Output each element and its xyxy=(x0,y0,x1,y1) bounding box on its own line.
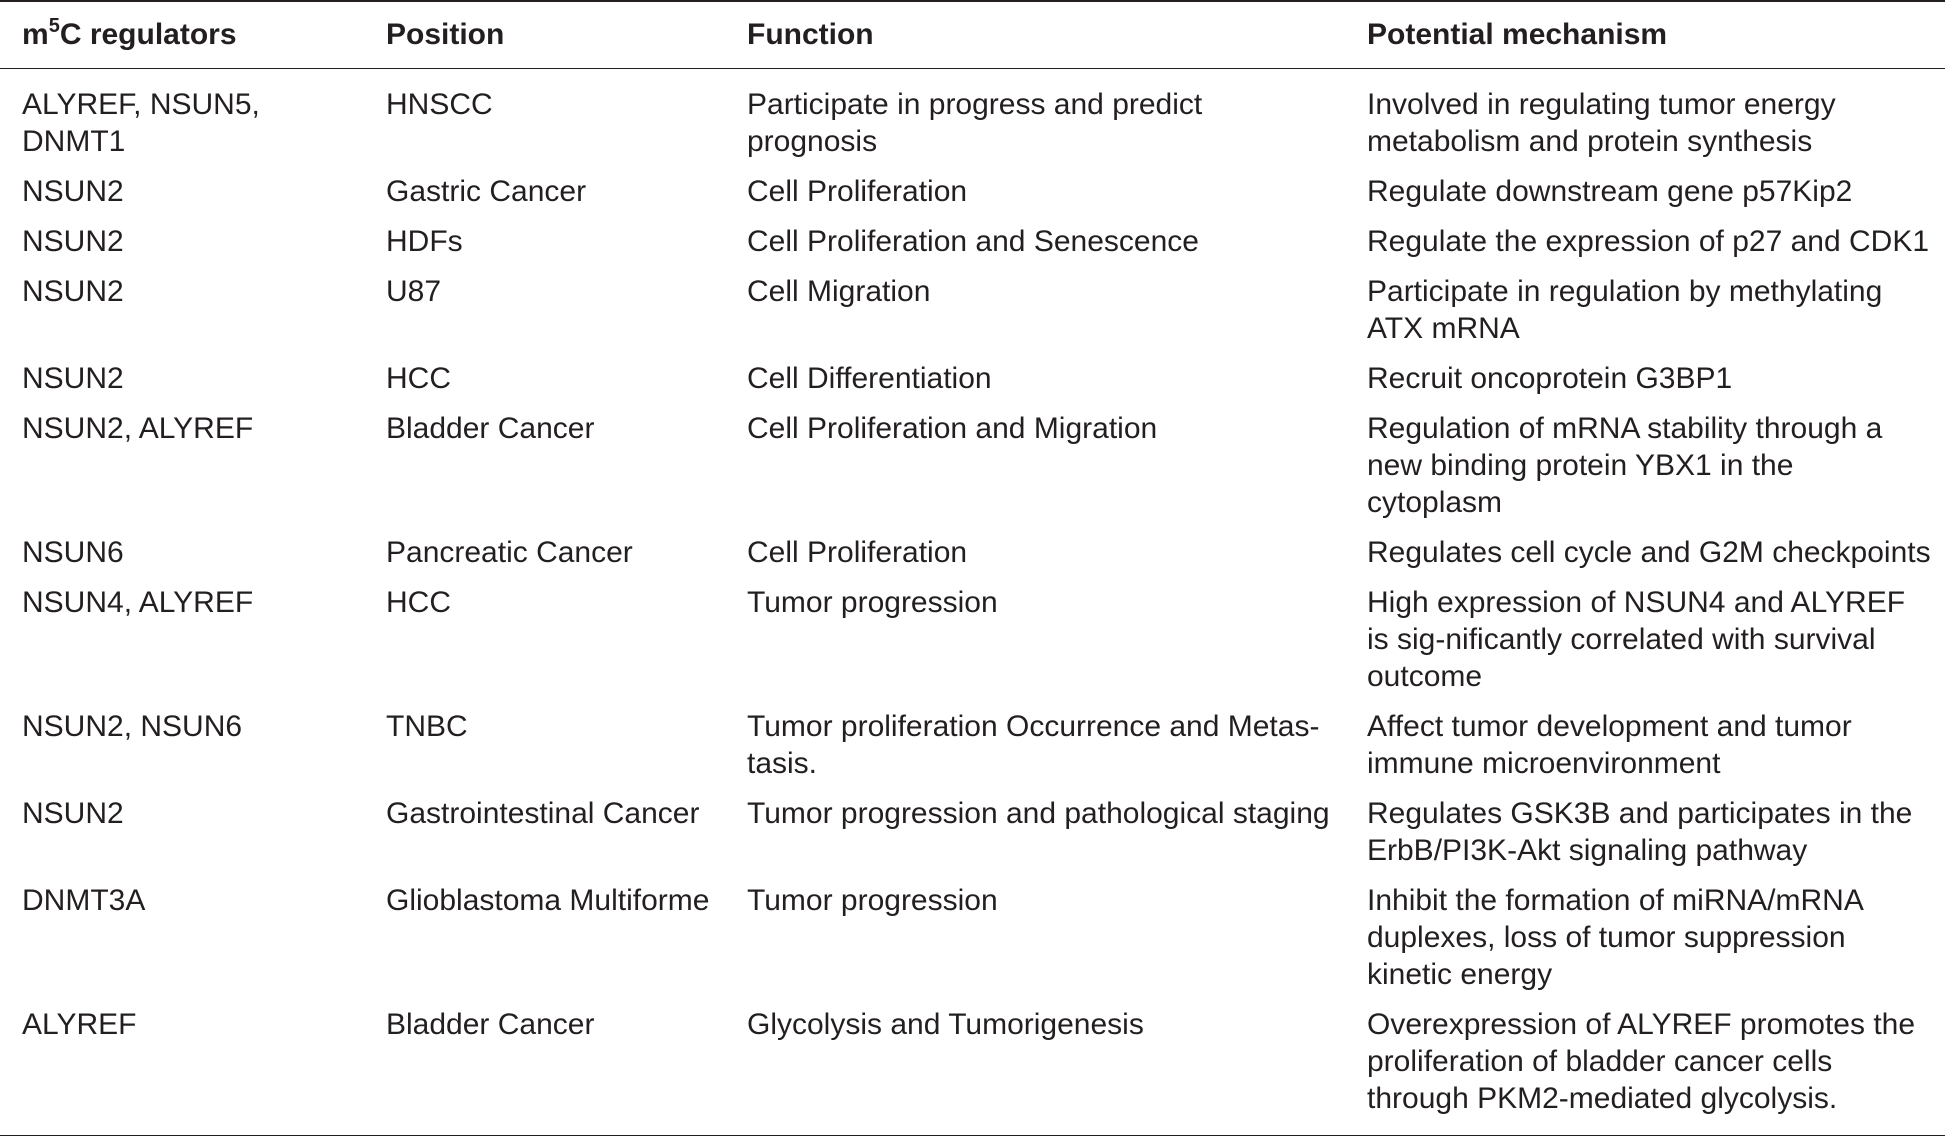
header-regulators-suffix: C regulators xyxy=(59,17,237,51)
cell-mechanism: Overexpression of ALYREF promotes the proliferation of bladder cancer cells through PKM2-mediated glycolysis. xyxy=(1367,1008,1916,1115)
header-regulators-sup: 5 xyxy=(48,14,60,37)
cell-function: Cell Proliferation and Senescence xyxy=(747,225,1199,258)
cell-function: Cell Differentiation xyxy=(747,362,992,395)
table-row xyxy=(0,795,1945,882)
cell-position: Bladder Cancer xyxy=(386,1008,595,1041)
cell-regulators: NSUN2 xyxy=(22,225,124,258)
header-position: Position xyxy=(386,17,505,51)
cell-function: Tumor progression xyxy=(747,884,998,917)
table-row xyxy=(0,708,1945,795)
cell-regulators: DNMT3A xyxy=(22,884,146,917)
cell-regulators: ALYREF xyxy=(22,1008,137,1041)
table-row xyxy=(0,273,1945,360)
cell-position: Glioblastoma Multiforme xyxy=(386,884,710,917)
cell-mechanism: Regulate downstream gene p57Kip2 xyxy=(1367,175,1853,208)
cell-regulators: NSUN2 xyxy=(22,275,124,308)
cell-mechanism: Regulate the expression of p27 and CDK1 xyxy=(1367,225,1930,258)
cell-mechanism: High expression of NSUN4 and ALYREF is sig-nificantly correlated with survival outcome xyxy=(1367,586,1906,693)
cell-position: Bladder Cancer xyxy=(386,412,595,445)
cell-mechanism: Affect tumor development and tumor immune microenvironment xyxy=(1367,710,1852,780)
cell-regulators: NSUN2 xyxy=(22,175,124,208)
table-header-row xyxy=(0,1,1945,69)
header-function: Function xyxy=(747,17,874,51)
table-row xyxy=(0,1006,1945,1136)
cell-position: HCC xyxy=(386,362,451,395)
cell-mechanism: Inhibit the formation of miRNA/mRNA duplexes, loss of tumor suppression kinetic energy xyxy=(1367,884,1863,991)
cell-mechanism: Recruit oncoprotein G3BP1 xyxy=(1367,362,1733,395)
cell-regulators: NSUN2, ALYREF xyxy=(22,412,254,445)
table-row xyxy=(0,173,1945,223)
cell-position: U87 xyxy=(386,275,442,308)
cell-mechanism: Involved in regulating tumor energy metabolism and protein synthesis xyxy=(1367,88,1836,158)
cell-function: Cell Migration xyxy=(747,275,931,308)
cell-mechanism: Regulates cell cycle and G2M checkpoints xyxy=(1367,536,1931,569)
cell-function: Cell Proliferation xyxy=(747,175,968,208)
table-row xyxy=(0,584,1945,708)
cell-mechanism: Participate in regulation by methylating ATX mRNA xyxy=(1367,275,1883,345)
header-regulators-prefix: m xyxy=(22,17,49,51)
cell-function: Tumor progression and pathological staging xyxy=(747,797,1330,830)
cell-position: TNBC xyxy=(386,710,468,743)
table-row xyxy=(0,360,1945,410)
cell-position: Pancreatic Cancer xyxy=(386,536,633,569)
table-row xyxy=(0,534,1945,584)
cell-function: Cell Proliferation xyxy=(747,536,968,569)
header-regulators xyxy=(0,1,364,69)
cell-function: Tumor progression xyxy=(747,586,998,619)
cell-function: Participate in progress and predict prognosis xyxy=(747,88,1203,158)
table-row xyxy=(0,69,1945,174)
cell-position: HCC xyxy=(386,586,451,619)
cell-position: HNSCC xyxy=(386,88,493,121)
table-row xyxy=(0,882,1945,1006)
cell-mechanism: Regulates GSK3B and participates in the ErbB/PI3K-Akt signaling pathway xyxy=(1367,797,1913,867)
cell-position: HDFs xyxy=(386,225,463,258)
table-row xyxy=(0,410,1945,534)
cell-regulators: NSUN2 xyxy=(22,362,124,395)
header-mechanism: Potential mechanism xyxy=(1367,17,1668,51)
cell-position: Gastrointestinal Cancer xyxy=(386,797,700,830)
cell-mechanism: Regulation of mRNA stability through a new binding protein YBX1 in the cytoplasm xyxy=(1367,412,1883,519)
cell-function: Cell Proliferation and Migration xyxy=(747,412,1158,445)
cell-regulators: NSUN2, NSUN6 xyxy=(22,710,243,743)
cell-regulators: NSUN6 xyxy=(22,536,124,569)
cell-position: Gastric Cancer xyxy=(386,175,587,208)
cell-regulators: NSUN2 xyxy=(22,797,124,830)
table-row xyxy=(0,223,1945,273)
cell-function: Glycolysis and Tumorigenesis xyxy=(747,1008,1144,1041)
cell-regulators: ALYREF, NSUN5, DNMT1 xyxy=(22,88,260,158)
cell-regulators: NSUN4, ALYREF xyxy=(22,586,254,619)
cell-function: Tumor proliferation Occurrence and Metas-tasis. xyxy=(747,710,1320,780)
